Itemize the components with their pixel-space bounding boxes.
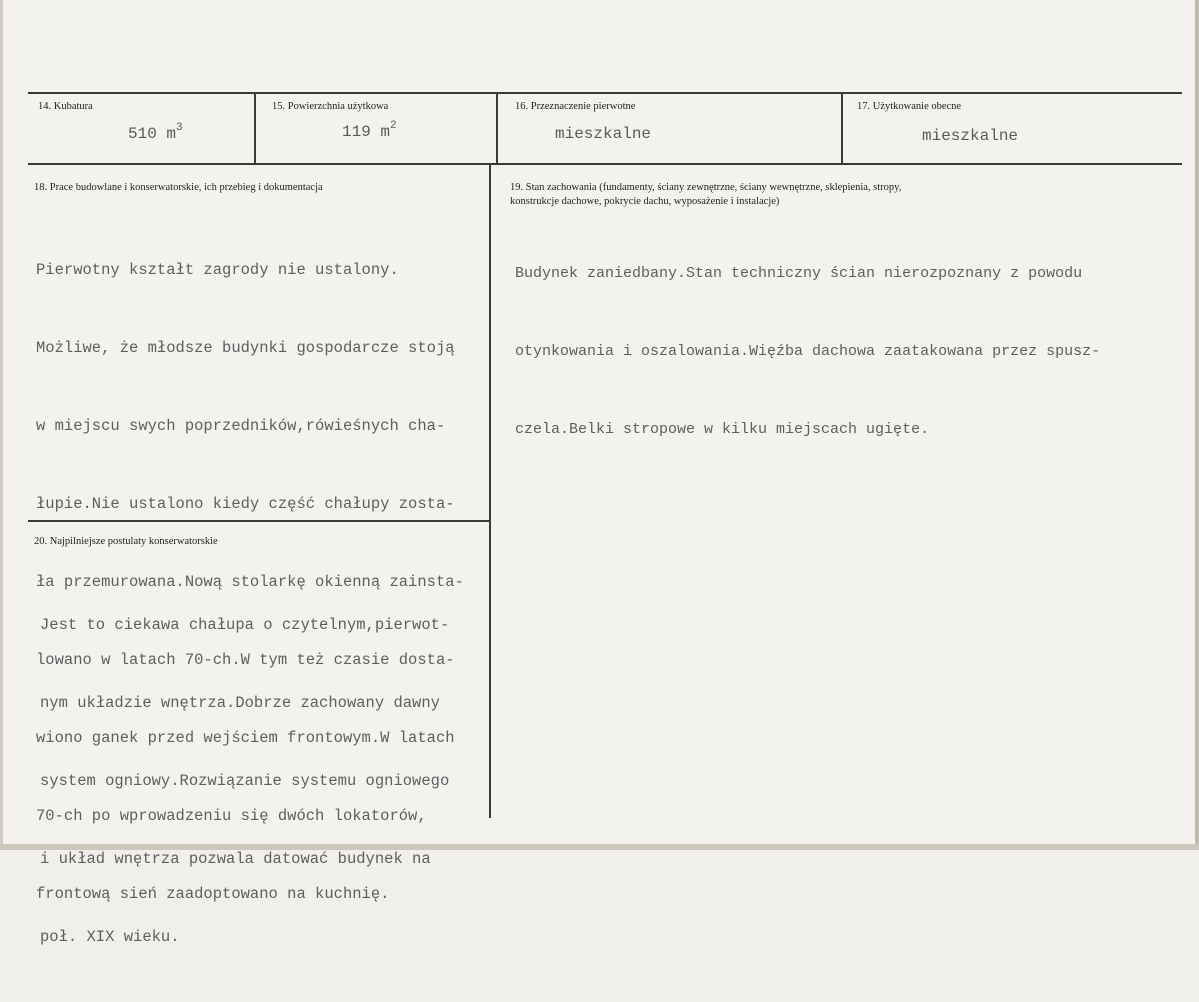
field-18-line: wiono ganek przed wejściem frontowym.W latach (36, 729, 455, 747)
field-20-line: system ogniowy.Rozwiązanie systemu ogniowego (40, 772, 450, 790)
field-20-line: Jest to ciekawa chałupa o czytelnym,pierwot- (40, 616, 450, 634)
field-18-label: 18. Prace budowlane i konserwatorskie, ich przebieg i dokumentacja (34, 182, 323, 193)
field-18-line: 70-ch po wprowadzeniu się dwóch lokatorów, (36, 807, 427, 825)
field-17-value: mieszkalne (922, 127, 1019, 145)
divider-15-16 (496, 92, 498, 164)
header-row-bottom-rule (28, 163, 1182, 165)
card-edge-left (0, 0, 3, 850)
field-20-text (40, 560, 449, 1002)
field-19-label-line2: konstrukcje dachowe, pokrycie dachu, wyposażenie i instalacje) (510, 196, 780, 207)
field-18-line: w miejscu swych poprzedników,rówieśnych cha- (36, 417, 446, 435)
field-20-line: i układ wnętrza pozwala datować budynek na (40, 850, 431, 868)
field-20-line: poł. XIX wieku. (40, 928, 180, 946)
field-19-text (515, 209, 1100, 495)
field-19-label-line1: 19. Stan zachowania (fundamenty, ściany zewnętrzne, ściany wewnętrzne, sklepienia, stropy, (510, 182, 902, 193)
divider-main-column (489, 164, 491, 818)
field-18-line: ła przemurowana.Nową stolarkę okienną zainsta- (36, 573, 464, 591)
field-18-line: Pierwotny kształt zagrody nie ustalony. (36, 261, 399, 279)
field-14-label: 14. Kubatura (38, 101, 93, 112)
field-19-line: czela.Belki stropowe w kilku miejscach ugięte. (515, 421, 930, 438)
field-15-number: 119 m (342, 123, 391, 141)
divider-16-17 (841, 92, 843, 164)
field-17-label: 17. Użytkowanie obecne (857, 101, 962, 112)
field-16-value: mieszkalne (555, 125, 652, 143)
field-19-line: Budynek zaniedbany.Stan techniczny ścian nierozpoznany z powodu (515, 265, 1083, 282)
field-16-label: 16. Przeznaczenie pierwotne (515, 101, 636, 112)
field-14-exponent: 3 (176, 122, 183, 134)
field-15-label: 15. Powierzchnia użytkowa (272, 101, 389, 112)
top-rule (28, 92, 1182, 94)
field-20-label: 20. Najpilniejsze postulaty konserwatorskie (34, 536, 218, 547)
field-18-line: lowano w latach 70-ch.W tym też czasie dosta- (36, 651, 455, 669)
field-15-exponent: 2 (390, 120, 397, 132)
field-14-number: 510 m (128, 125, 177, 143)
field-14-value (128, 122, 183, 143)
field-20-line: nym układzie wnętrza.Dobrze zachowany dawny (40, 694, 440, 712)
field-18-line: łupie.Nie ustalono kiedy część chałupy zosta- (36, 495, 455, 513)
field-15-value (342, 120, 397, 141)
card-edge-right (1195, 0, 1199, 850)
field-19-line: otynkowania i oszalowania.Więźba dachowa zaatakowana przez spusz- (515, 343, 1101, 360)
field-18-line: frontową sień zaadoptowano na kuchnię. (36, 885, 390, 903)
field-18-line: Możliwe, że młodsze budynki gospodarcze stoją (36, 339, 455, 357)
divider-14-15 (254, 92, 256, 164)
